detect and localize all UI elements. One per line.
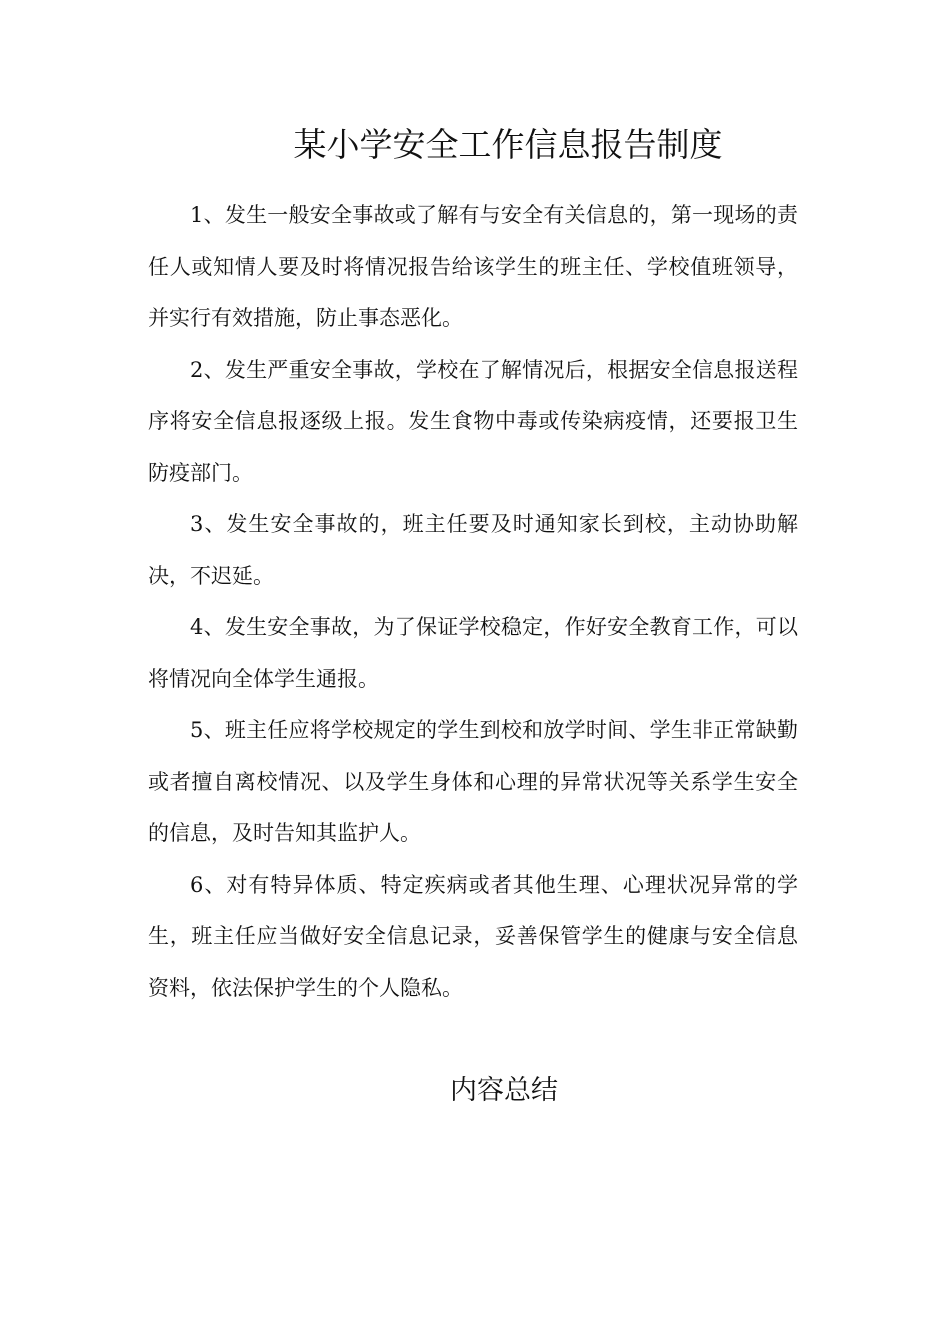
- paragraph-2: 2、发生严重安全事故，学校在了解情况后，根据安全信息报送程序将安全信息报逐级上报。发生食物中毒或传染病疫情，还要报卫生防疫部门。: [148, 357, 798, 485]
- paragraph-6: 6、对有特异体质、特定疾病或者其他生理、心理状况异常的学生，班主任应当做好安全信息记录，妥善保管学生的健康与安全信息资料，依法保护学生的个人隐私。: [148, 872, 798, 1000]
- paragraph-3: 3、发生安全事故的，班主任要及时通知家长到校，主动协助解决，不迟延。: [148, 512, 798, 588]
- paragraph-4: 4、发生安全事故，为了保证学校稳定，作好安全教育工作，可以将情况向全体学生通报。: [148, 615, 798, 691]
- summary-heading: 内容总结: [450, 1075, 558, 1106]
- paragraph-5: 5、班主任应将学校规定的学生到校和放学时间、学生非正常缺勤或者擅自离校情况、以及学生身体和心理的异常状况等关系学生安全的信息，及时告知其监护人。: [148, 718, 798, 845]
- document-title: 某小学安全工作信息报告制度: [293, 125, 723, 164]
- paragraph-1: 1、发生一般安全事故或了解有与安全有关信息的，第一现场的责任人或知情人要及时将情况报告给该学生的班主任、学校值班领导，并实行有效措施，防止事态恶化。: [148, 203, 798, 330]
- document-body: [148, 190, 798, 1014]
